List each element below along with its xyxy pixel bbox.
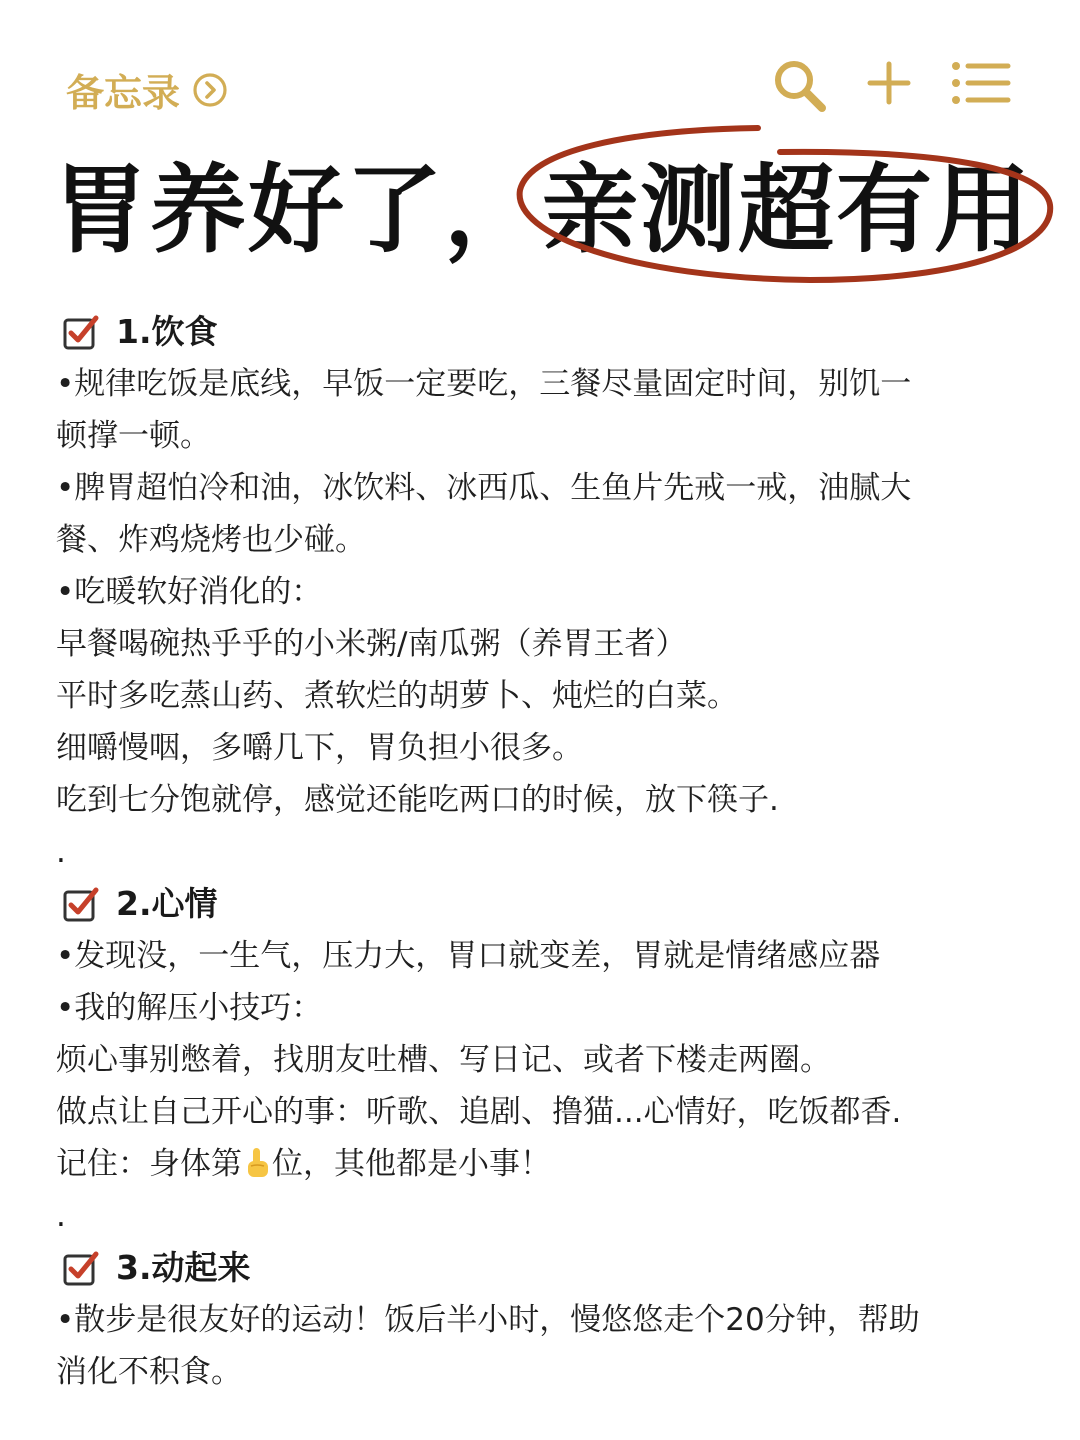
- note-body[interactable]: [56, 306, 1036, 1398]
- separator-dot: .: [56, 834, 66, 870]
- section-heading: [62, 1242, 1036, 1294]
- body-line: 餐、炸鸡烧烤也少碰。: [56, 522, 366, 558]
- body-line: 细嚼慢咽，多嚼几下，胃负担小很多。: [56, 730, 583, 766]
- body-line: 烦心事别憋着，找朋友吐槽、写日记、或者下楼走两圈。: [56, 1042, 831, 1078]
- checkbox-checked-icon: [62, 1249, 100, 1287]
- body-line: 消化不积食。: [56, 1354, 242, 1390]
- title-highlight: 亲测超有用: [542, 154, 1032, 266]
- checkbox-checked-icon: [62, 313, 100, 351]
- body-line: 平时多吃蒸山药、煮软烂的胡萝卜、炖烂的白菜。: [56, 678, 738, 714]
- body-line: •我的解压小技巧：: [56, 990, 323, 1026]
- plus-icon[interactable]: [864, 58, 914, 108]
- point-up-emoji-icon: [242, 1146, 272, 1180]
- section-mood: [56, 878, 1036, 1190]
- body-line: 早餐喝碗热乎乎的小米粥/南瓜粥（养胃王者）: [56, 626, 687, 662]
- chevron-right-circle-icon: [192, 72, 228, 108]
- back-label: 备忘录: [66, 71, 181, 115]
- section-title: 3.动起来: [116, 1248, 251, 1287]
- body-line: 吃到七分饱就停，感觉还能吃两口的时候，放下筷子.: [56, 782, 779, 818]
- body-line: •规律吃饭是底线，早饭一定要吃，三餐尽量固定时间，别饥一: [56, 366, 912, 402]
- body-line: •散步是很友好的运动！饭后半小时，慢悠悠走个20分钟，帮助: [56, 1302, 920, 1338]
- body-line: 顿撑一顿。: [56, 418, 211, 454]
- section-heading: [62, 878, 1036, 930]
- section-diet: [56, 306, 1036, 826]
- section-heading: [62, 306, 1036, 358]
- back-to-notes-button[interactable]: [66, 62, 228, 117]
- list-icon[interactable]: [950, 58, 1012, 108]
- title-plain: 胃养好了，: [52, 154, 542, 266]
- checkbox-checked-icon: [62, 885, 100, 923]
- search-icon[interactable]: [772, 58, 828, 114]
- section-title: 2.心情: [116, 884, 218, 923]
- section-title: 1.饮食: [116, 312, 218, 351]
- section-exercise: [56, 1242, 1036, 1398]
- body-line: •脾胃超怕冷和油，冰饮料、冰西瓜、生鱼片先戒一戒，油腻大: [56, 470, 912, 506]
- body-line: •发现没，一生气，压力大，胃口就变差，胃就是情绪感应器: [56, 938, 881, 974]
- separator-dot: .: [56, 1198, 66, 1234]
- line-text: 记住：身体第: [56, 1146, 242, 1182]
- line-text: 位，其他都是小事！: [272, 1146, 551, 1182]
- body-line: •吃暖软好消化的：: [56, 574, 323, 610]
- hand-drawn-circle-decoration: [510, 120, 1060, 295]
- body-line: 做点让自己开心的事：听歌、追剧、撸猫...心情好，吃饭都香.: [56, 1094, 902, 1130]
- body-line: [56, 1138, 1036, 1190]
